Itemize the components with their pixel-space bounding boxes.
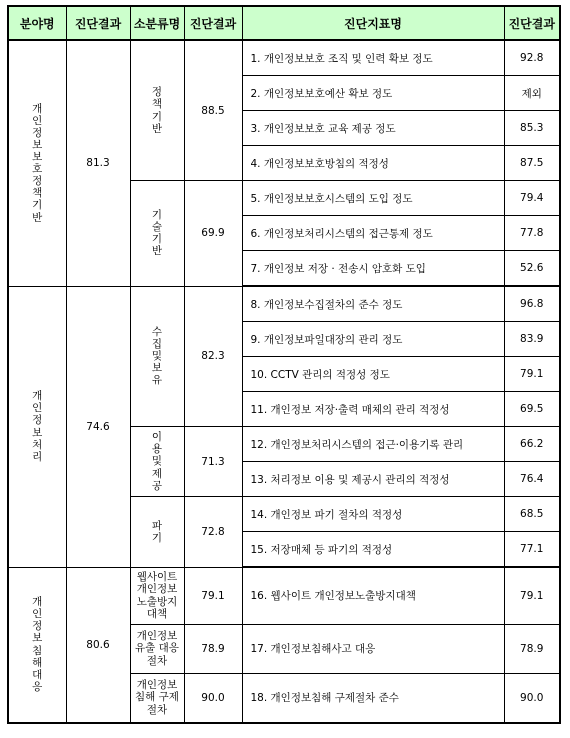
subcategory-score: 78.9 xyxy=(184,624,242,673)
indicator-score: 96.8 xyxy=(504,286,560,322)
header-result-indicator: 진단결과 xyxy=(504,6,560,40)
diagnosis-results-table xyxy=(7,5,561,724)
field-name: 개인정보처리 xyxy=(32,390,43,463)
subcategory-cell xyxy=(130,286,184,427)
indicator-score: 79.4 xyxy=(504,181,560,216)
indicator-name: 1. 개인정보보호 조직 및 인력 확보 정도 xyxy=(242,40,504,76)
indicator-name: 10. CCTV 관리의 적정성 정도 xyxy=(242,357,504,392)
indicator-score: 77.1 xyxy=(504,532,560,568)
indicator-name: 5. 개인정보보호시스템의 도입 정도 xyxy=(242,181,504,216)
indicator-score: 76.4 xyxy=(504,462,560,497)
indicator-name: 13. 처리정보 이용 및 제공시 관리의 적정성 xyxy=(242,462,504,497)
indicator-name: 3. 개인정보보호 교육 제공 정도 xyxy=(242,111,504,146)
indicator-score: 68.5 xyxy=(504,497,560,532)
subcategory-score: 72.8 xyxy=(184,497,242,568)
subcategory-score: 90.0 xyxy=(184,673,242,723)
field-score: 80.6 xyxy=(66,567,130,723)
indicator-score: 83.9 xyxy=(504,322,560,357)
indicator-name: 6. 개인정보처리시스템의 접근통제 정도 xyxy=(242,216,504,251)
header-field: 분야명 xyxy=(8,6,66,40)
indicator-name: 12. 개인정보처리시스템의 접근·이용기록 관리 xyxy=(242,427,504,462)
indicator-score: 92.8 xyxy=(504,40,560,76)
subcategory-cell xyxy=(130,427,184,497)
indicator-name: 7. 개인정보 저장 · 전송시 암호화 도입 xyxy=(242,251,504,287)
header-result-subcategory: 진단결과 xyxy=(184,6,242,40)
field-cell xyxy=(8,286,66,567)
field-cell xyxy=(8,40,66,286)
subcategory-cell xyxy=(130,497,184,568)
subcategory-cell xyxy=(130,40,184,181)
subcategory-name: 기술기반 xyxy=(151,209,163,258)
diagnosis-table-wrapper xyxy=(7,5,561,724)
indicator-score: 77.8 xyxy=(504,216,560,251)
indicator-name: 11. 개인정보 저장·출력 매체의 관리 적정성 xyxy=(242,392,504,427)
indicator-name: 14. 개인정보 파기 절차의 적정성 xyxy=(242,497,504,532)
field-score: 74.6 xyxy=(66,286,130,567)
indicator-name: 15. 저장매체 등 파기의 적정성 xyxy=(242,532,504,568)
indicator-score: 87.5 xyxy=(504,146,560,181)
subcategory-score: 71.3 xyxy=(184,427,242,497)
subcategory-cell xyxy=(130,181,184,287)
subcategory-name: 이용 및 제공 xyxy=(151,431,163,492)
indicator-name: 9. 개인정보파일대장의 관리 정도 xyxy=(242,322,504,357)
indicator-name: 8. 개인정보수집절차의 준수 정도 xyxy=(242,286,504,322)
table-row xyxy=(8,40,560,76)
header-result-field: 진단결과 xyxy=(66,6,130,40)
subcategory-name: 수집 및 보유 xyxy=(151,326,163,387)
subcategory-cell xyxy=(130,624,184,673)
subcategory-name: 파기 xyxy=(151,519,163,544)
header-row xyxy=(8,6,560,40)
subcategory-cell xyxy=(130,673,184,723)
subcategory-name: 웹사이트 개인정보 노출방지 대책 xyxy=(136,571,178,620)
indicator-score: 79.1 xyxy=(504,357,560,392)
subcategory-name: 개인정보 유출 대응절차 xyxy=(135,630,179,667)
indicator-score: 90.0 xyxy=(504,673,560,723)
table-row xyxy=(8,286,560,322)
indicator-name: 16. 웹사이트 개인정보노출방지대책 xyxy=(242,567,504,624)
indicator-name: 2. 개인정보보호예산 확보 정도 xyxy=(242,76,504,111)
indicator-name: 17. 개인정보침해사고 대응 xyxy=(242,624,504,673)
table-row xyxy=(8,567,560,624)
indicator-score: 69.5 xyxy=(504,392,560,427)
indicator-name: 4. 개인정보보호방침의 적정성 xyxy=(242,146,504,181)
indicator-score: 52.6 xyxy=(504,251,560,287)
subcategory-score: 88.5 xyxy=(184,40,242,181)
subcategory-cell xyxy=(130,567,184,624)
indicator-score: 66.2 xyxy=(504,427,560,462)
subcategory-name: 개인정보 침해 구제절차 xyxy=(135,679,179,716)
field-score: 81.3 xyxy=(66,40,130,286)
header-subcategory: 소분류명 xyxy=(130,6,184,40)
subcategory-score: 82.3 xyxy=(184,286,242,427)
field-name: 개인정보침해대응 xyxy=(32,596,43,693)
subcategory-score: 79.1 xyxy=(184,567,242,624)
indicator-score: 85.3 xyxy=(504,111,560,146)
indicator-score: 제외 xyxy=(504,76,560,111)
subcategory-score: 69.9 xyxy=(184,181,242,287)
field-name: 개인정보보호정책기반 xyxy=(32,102,43,224)
indicator-score: 78.9 xyxy=(504,624,560,673)
field-cell xyxy=(8,567,66,723)
indicator-score: 79.1 xyxy=(504,567,560,624)
header-indicator: 진단지표명 xyxy=(242,6,504,40)
subcategory-name: 정책기반 xyxy=(151,86,163,135)
indicator-name: 18. 개인정보침해 구제절차 준수 xyxy=(242,673,504,723)
